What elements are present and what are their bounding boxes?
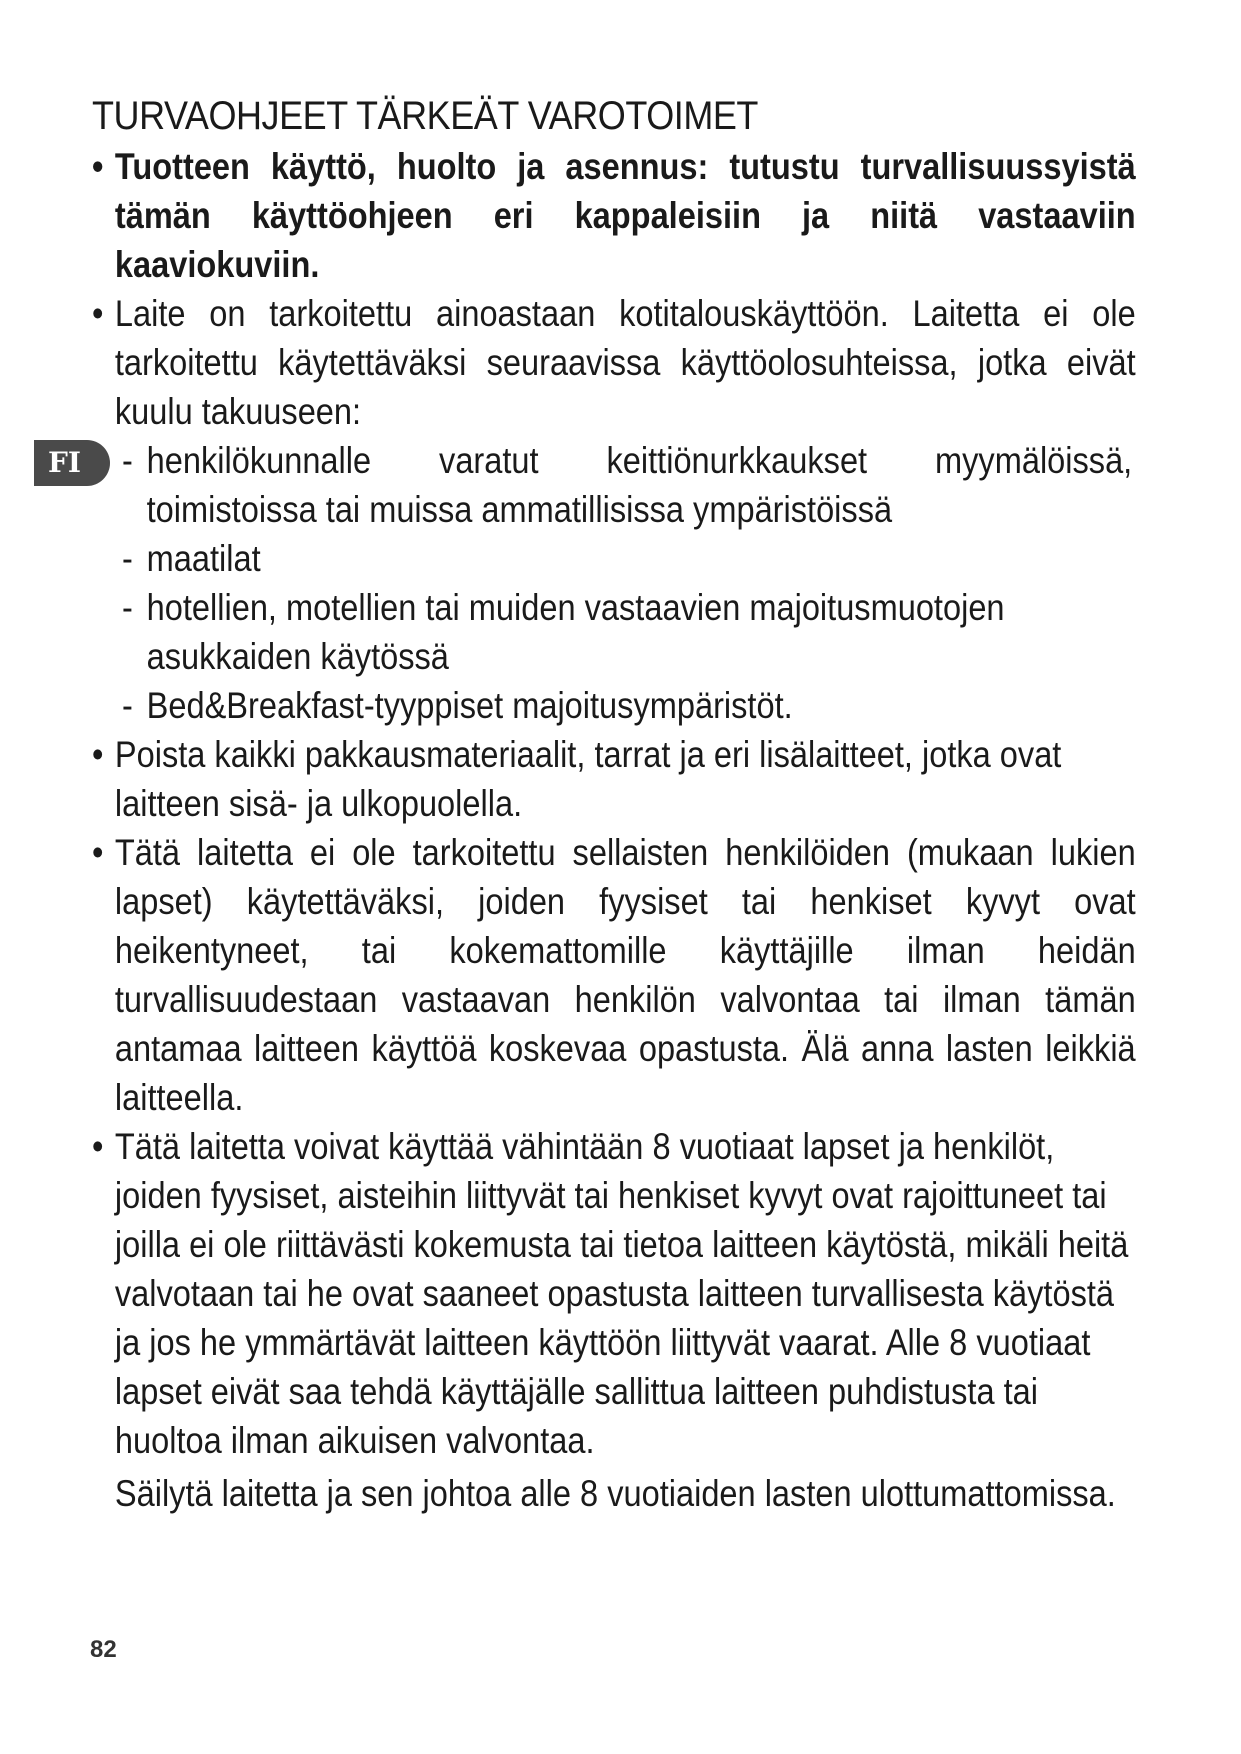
safety-item-supervision — [92, 828, 1136, 1122]
safety-item-text: Tätä laitetta voivat käyttää vähintään 8 vuotiaat lapset ja henkilöt, joiden fyysiset, aisteihin liittyvät tai henkiset kyvyt ovat rajoittuneet tai joilla ei ole riittävästi kokemusta tai tietoa laitteen käytöstä, mikäli heitä valvotaan tai he ovat saaneet opastusta laitteen turvallisesta käytöstä ja jos he ymmärtävät laitteen käyttöön liittyvät vaarat. Alle 8 vuotiaat lapset eivät saa tehdä käyttäjälle sallittua laitteen puhdistusta tai huoltoa ilman aikuisen valvontaa. — [114, 1126, 1129, 1461]
page-title: TURVAOHJEET TÄRKEÄT VAROTOIMET — [92, 94, 758, 138]
safety-item-packaging — [92, 730, 1136, 828]
dash-icon: - — [122, 587, 133, 628]
safety-instructions — [92, 142, 1202, 1518]
sub-item-text: Bed&Breakfast-tyyppiset majoitusympäristöt. — [146, 685, 793, 726]
sub-item-text: maatilat — [146, 538, 261, 579]
sub-item-farms — [122, 534, 1132, 583]
bullet-icon: • — [92, 734, 104, 775]
dash-icon: - — [122, 685, 133, 726]
sub-item-staff-kitchens — [122, 436, 1132, 534]
safety-item-text: Tuotteen käyttö, huolto ja asennus: tutustu turvallisuussyistä tämän käyttöohjeen eri kappaleisiin ja niitä vastaaviin kaaviokuviin. — [114, 146, 1136, 285]
sub-item-text: hotellien, motellien tai muiden vastaavien majoitusmuotojen asukkaiden käytössä — [146, 587, 1005, 677]
bullet-icon: • — [92, 832, 104, 873]
dash-icon: - — [122, 440, 133, 481]
bullet-icon: • — [92, 1126, 104, 1167]
safety-item-text: Laite on tarkoitettu ainoastaan kotitalouskäyttöön. Laitetta ei ole tarkoitettu käytettäväksi seuraavissa käyttöolosuhteissa, jotka eivät kuulu takuuseen: — [114, 293, 1136, 432]
bullet-icon: • — [92, 146, 104, 187]
sub-item-text: henkilökunnalle varatut keittiönurkkaukset myymälöissä, toimistoissa tai muissa ammatillisissa ympäristöissä — [146, 440, 1133, 530]
bullet-icon: • — [92, 293, 104, 334]
safety-item-usage — [92, 142, 1136, 289]
page-number: 82 — [90, 1636, 117, 1663]
sub-item-hotels — [122, 583, 1132, 681]
safety-item-text: Tätä laitetta ei ole tarkoitettu sellaisten henkilöiden (mukaan lukien lapset) käytettäväksi, joiden fyysiset tai henkiset kyvyt ovat heikentyneet, tai kokemattomille käyttäjille ilman heidän turvallisuudestaan vastaavan henkilön valvontaa tai ilman tämän antamaa laitteen käyttöä koskevaa opastusta. Älä anna lasten leikkiä laitteella. — [114, 832, 1136, 1118]
final-paragraph: Säilytä laitetta ja sen johtoa alle 8 vuotiaiden lasten ulottumattomissa. — [114, 1473, 1116, 1514]
safety-item-household — [92, 289, 1136, 436]
language-tab: FI — [34, 440, 110, 486]
sub-item-bed-and-breakfast — [122, 681, 1132, 730]
safety-item-text: Poista kaikki pakkausmateriaalit, tarrat ja eri lisälaitteet, jotka ovat laitteen sisä- ja ulkopuolella. — [114, 734, 1062, 824]
dash-icon: - — [122, 538, 133, 579]
safety-item-children-age — [92, 1122, 1136, 1465]
